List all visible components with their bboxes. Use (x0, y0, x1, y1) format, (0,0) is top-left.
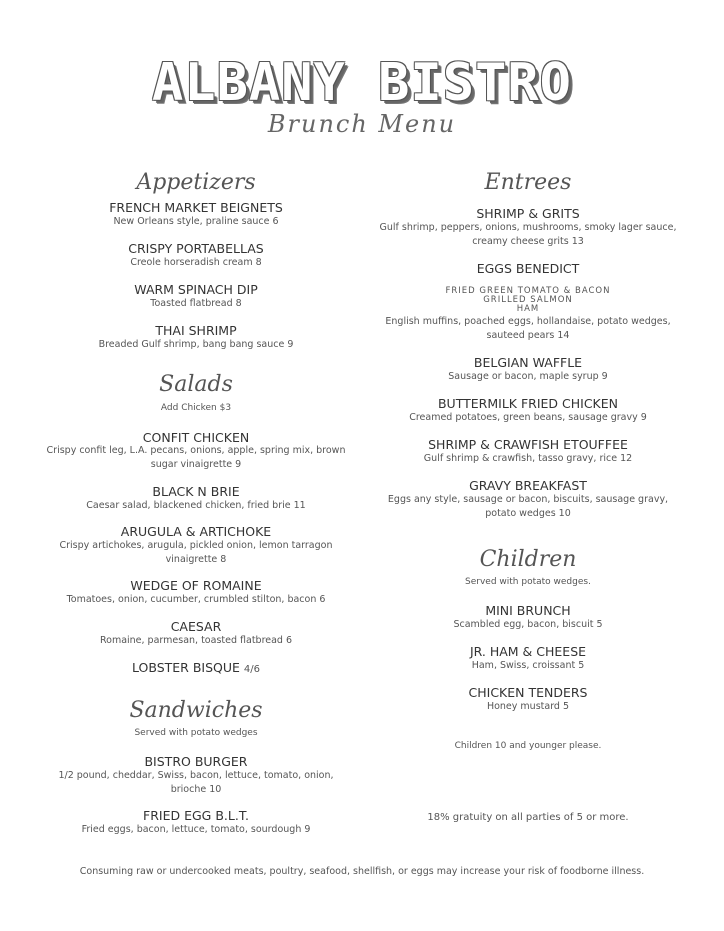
salads-heading: Salads (159, 372, 233, 397)
menu-item-desc: Honey mustard 5 (486, 701, 570, 712)
menu-item-name: CAESAR (170, 619, 222, 634)
menu-item-name: SHRIMP & GRITS (476, 206, 580, 221)
menu-item-desc: brioche 10 (170, 784, 222, 795)
benedict-option: GRILLED SALMON (483, 295, 573, 305)
menu-item-desc: sauteed pears 14 (486, 330, 570, 341)
menu-item-desc: Gulf shrimp & crawfish, tasso gravy, rice 12 (423, 453, 633, 464)
menu-item-desc: Crispy artichokes, arugula, pickled onion, lemon tarragon (59, 540, 333, 551)
menu-item-desc: Crispy confit leg, L.A. pecans, onions, apple, spring mix, brown (46, 445, 346, 456)
menu-item-desc: Creamed potatoes, green beans, sausage gravy 9 (409, 412, 647, 423)
gratuity-note: 18% gratuity on all parties of 5 or more. (427, 812, 629, 823)
menu-item-name: FRENCH MARKET BEIGNETS (109, 200, 283, 215)
restaurant-title: ALBANY BISTRO (152, 53, 572, 113)
menu-item-name: WEDGE OF ROMAINE (130, 578, 262, 593)
benedict-option: FRIED GREEN TOMATO & BACON (445, 286, 611, 296)
menu-item-desc: Toasted flatbread 8 (150, 298, 242, 309)
menu-item-name: ARUGULA & ARTICHOKE (120, 524, 272, 539)
menu-item-price: 4/6 (243, 664, 260, 675)
benedict-option: HAM (516, 304, 540, 314)
children-age-note: Children 10 and younger please. (454, 741, 602, 751)
menu-item-desc: vinaigrette 8 (165, 554, 227, 565)
children-note: Served with potato wedges. (465, 577, 591, 587)
menu-item-desc: Gulf shrimp, peppers, onions, mushrooms, smoky lager sauce, (379, 222, 677, 233)
entrees-heading: Entrees (484, 170, 572, 195)
menu-subtitle: Brunch Menu (267, 110, 457, 138)
menu-item-name: CHICKEN TENDERS (468, 685, 588, 700)
menu-item-desc: Sausage or bacon, maple syrup 9 (448, 371, 608, 382)
appetizers-heading: Appetizers (136, 170, 256, 195)
sandwiches-heading: Sandwiches (129, 698, 263, 723)
menu-item-desc: Creole horseradish cream 8 (130, 257, 262, 268)
menu-item-name: EGGS BENEDICT (476, 261, 580, 276)
menu-item-desc: Romaine, parmesan, toasted flatbread 6 (99, 635, 293, 646)
menu-item-desc: Scambled egg, bacon, biscuit 5 (453, 619, 603, 630)
menu-item-desc: Ham, Swiss, croissant 5 (471, 660, 585, 671)
menu-item-lobster-bisque (46, 660, 346, 675)
children-heading: Children (479, 547, 577, 572)
menu-item-desc: Tomatoes, onion, cucumber, crumbled stilton, bacon 6 (66, 594, 326, 605)
menu-item-name: THAI SHRIMP (155, 323, 237, 338)
menu-item-desc: sugar vinaigrette 9 (150, 459, 242, 470)
menu-item-desc: New Orleans style, praline sauce 6 (113, 216, 279, 227)
sandwiches-note: Served with potato wedges (134, 728, 258, 738)
menu-item-desc: English muffins, poached eggs, hollandaise, potato wedges, (385, 316, 671, 327)
menu-item-name: WARM SPINACH DIP (134, 282, 258, 297)
menu-item-name: BUTTERMILK FRIED CHICKEN (437, 396, 618, 411)
menu-item-name: LOBSTER BISQUE (131, 660, 240, 675)
menu-item-desc: potato wedges 10 (485, 508, 571, 519)
menu-item-name: MINI BRUNCH (485, 603, 571, 618)
salads-note: Add Chicken $3 (160, 403, 232, 413)
menu-item-name: BISTRO BURGER (144, 754, 248, 769)
menu-item-name: CONFIT CHICKEN (142, 430, 250, 445)
menu-item-name: JR. HAM & CHEESE (469, 644, 587, 659)
menu-item-name: FRIED EGG B.L.T. (143, 808, 249, 823)
menu-item-name: GRAVY BREAKFAST (469, 478, 587, 493)
menu-item-name: SHRIMP & CRAWFISH ETOUFFEE (428, 437, 628, 452)
menu-item-desc: Caesar salad, blackened chicken, fried brie 11 (86, 500, 306, 511)
menu-item-desc: creamy cheese grits 13 (472, 236, 584, 247)
menu-item-desc: Breaded Gulf shrimp, bang bang sauce 9 (98, 339, 294, 350)
food-safety-footer: Consuming raw or undercooked meats, poultry, seafood, shellfish, or eggs may increase your risk of foodborne illness. (79, 866, 645, 877)
menu-item-desc: Fried eggs, bacon, lettuce, tomato, sourdough 9 (81, 824, 311, 835)
menu-item-name: CRISPY PORTABELLAS (128, 241, 264, 256)
menu-item-desc: Eggs any style, sausage or bacon, biscuits, sausage gravy, (387, 494, 669, 505)
menu-item-name: BLACK N BRIE (152, 484, 240, 499)
menu-item-desc: 1/2 pound, cheddar, Swiss, bacon, lettuce, tomato, onion, (58, 770, 334, 781)
menu-item-name: BELGIAN WAFFLE (473, 355, 583, 370)
